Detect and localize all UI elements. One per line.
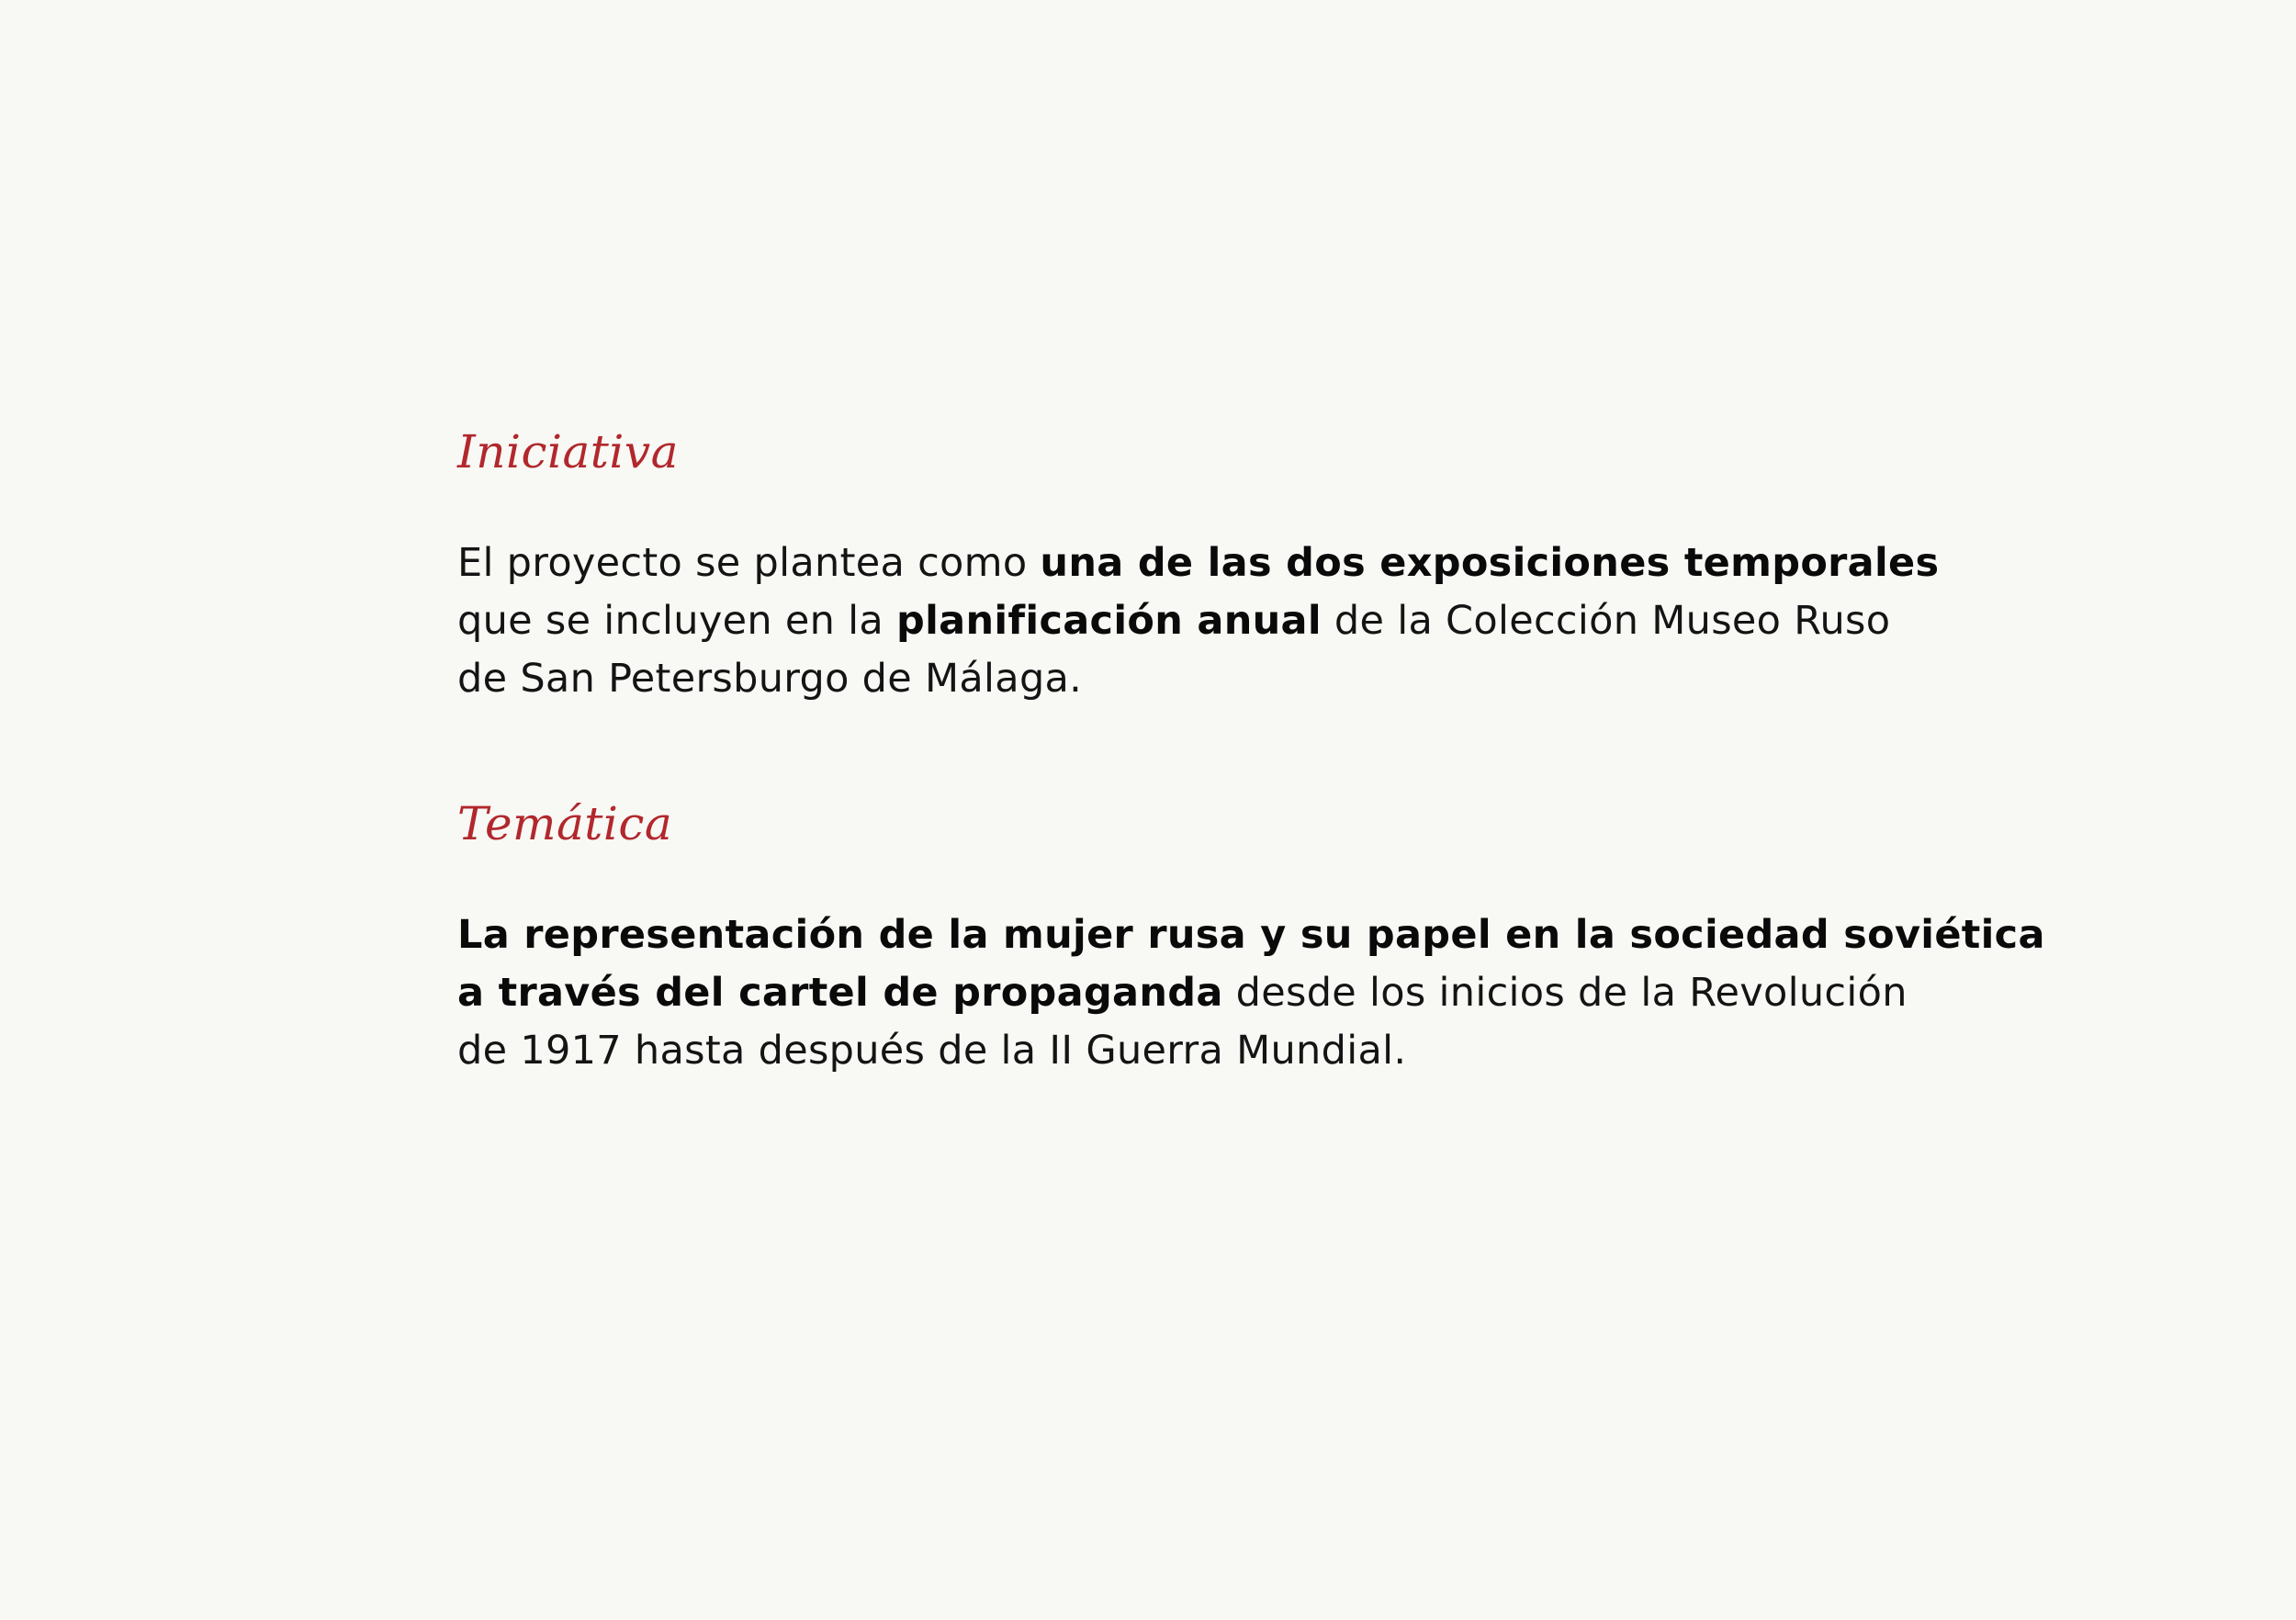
section-paragraph-iniciativa (457, 534, 1940, 708)
section-paragraph-tematica (457, 906, 2045, 1080)
paragraph-line (457, 592, 1890, 650)
text-run: que se incluyen en la (457, 598, 897, 644)
text-run: desde los inicios de la Revolución (1222, 970, 1908, 1016)
paragraph-line (457, 1022, 1890, 1080)
section-title-tematica: Temática (457, 797, 673, 850)
section-title-iniciativa: Iniciativa (457, 425, 679, 478)
paragraph-line (457, 906, 2045, 964)
content-area (457, 424, 2045, 1080)
bold-text-run: planificación anual (896, 598, 1322, 644)
bold-text-run: La representación de la mujer rusa y su papel en la sociedad soviética (457, 912, 2045, 958)
text-run: de San Petersburgo de Málaga. (457, 656, 1083, 702)
paragraph-line (457, 650, 1890, 708)
bold-text-run: una de las dos exposiciones temporales (1040, 540, 1940, 586)
text-run: de la Colección Museo Ruso (1321, 598, 1891, 644)
bold-text-run: a través del cartel de propaganda (457, 970, 1223, 1016)
paragraph-line (457, 964, 1908, 1022)
paragraph-line (457, 534, 1940, 592)
text-run: El proyecto se plantea como (457, 540, 1041, 586)
text-run: de 1917 hasta después de la II Guerra Mundial. (457, 1028, 1407, 1074)
